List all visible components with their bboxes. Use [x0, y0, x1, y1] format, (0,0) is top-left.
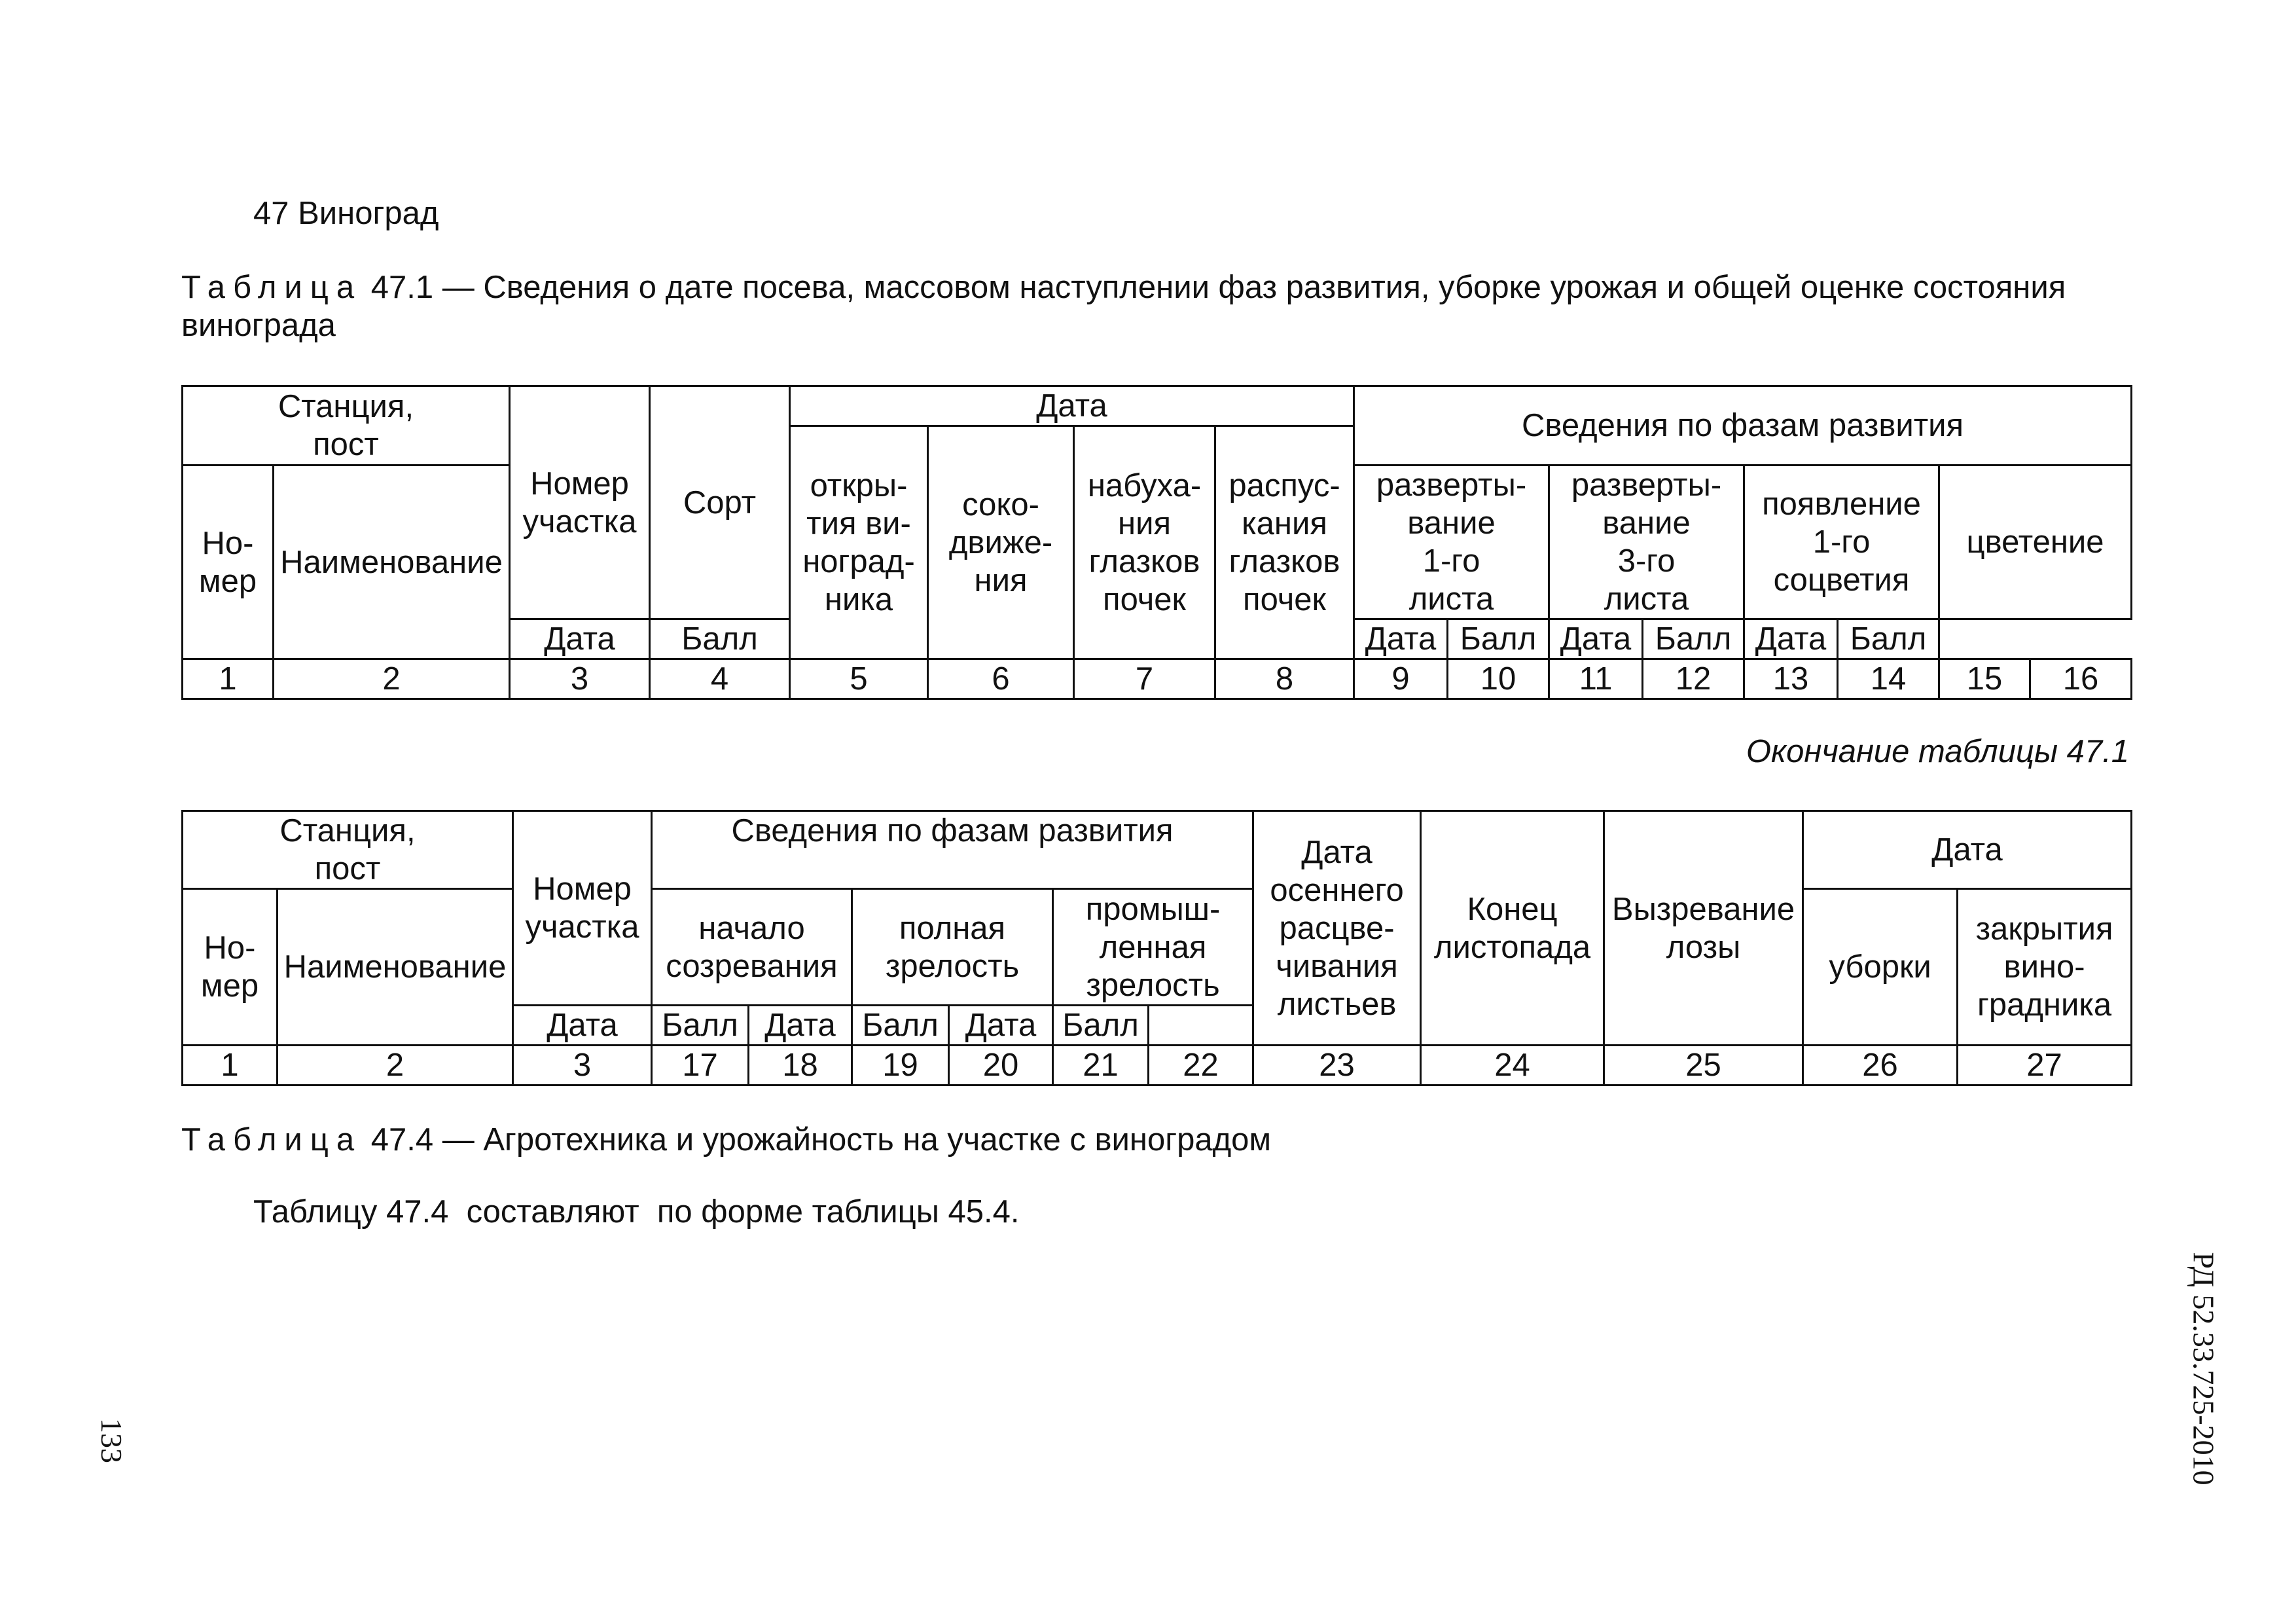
caption-text: 47.4 — Агротехника и урожайность на участке с виноградом [362, 1122, 1272, 1158]
column-number: 8 [1215, 659, 1354, 699]
page-number: 133 [94, 1417, 128, 1463]
header-plot-number: Номер участка [510, 386, 650, 619]
document-code: РД 52.33.725-2010 [2187, 1251, 2221, 1486]
subheader-date: Дата [513, 1006, 652, 1046]
header-name: Наименование [278, 889, 513, 1046]
header-autumn-coloring-date: Дата осеннего расцве- чивания листьев [1253, 811, 1421, 1046]
subheader-score: Балл [852, 1006, 949, 1046]
header-phases: Сведения по фазам развития [1354, 386, 2132, 465]
subheader-date: Дата [749, 1006, 852, 1046]
column-number: 5 [790, 659, 928, 699]
header-date-vineyard-closing: закрытия вино- градника [1958, 889, 2132, 1046]
subheader-score: Балл [652, 1006, 749, 1046]
column-number: 20 [949, 1046, 1053, 1085]
table-47-1-caption [181, 268, 2132, 344]
column-number: 9 [1354, 659, 1448, 699]
header-phase-first-leaf: разверты- вание 1-го листа [1354, 465, 1549, 619]
subheader-score: Балл [650, 619, 790, 659]
header-phase-industrial-ripeness: промыш- ленная зрелость [1053, 889, 1253, 1006]
column-number: 27 [1958, 1046, 2132, 1085]
column-number-row [183, 659, 2132, 699]
column-number: 10 [1448, 659, 1549, 699]
header-phases: Сведения по фазам развития [652, 811, 1253, 889]
header-number: Но- мер [183, 889, 278, 1046]
column-number: 13 [1744, 659, 1838, 699]
subheader-score: Балл [1643, 619, 1744, 659]
column-number: 21 [1053, 1046, 1149, 1085]
header-phase-first-inflorescence: появление 1-го соцветия [1744, 465, 1939, 619]
column-number: 12 [1643, 659, 1744, 699]
header-name: Наименование [274, 465, 510, 659]
header-phase-full-ripeness: полная зрелость [852, 889, 1053, 1006]
column-number: 17 [652, 1046, 749, 1085]
section-title: 47 Виноград [253, 196, 439, 231]
column-number: 18 [749, 1046, 852, 1085]
column-number: 24 [1421, 1046, 1604, 1085]
header-date: Дата [790, 386, 1354, 426]
column-number: 26 [1803, 1046, 1958, 1085]
column-number: 1 [183, 1046, 278, 1085]
header-plot-number: Номер участка [513, 811, 652, 1006]
column-number: 25 [1604, 1046, 1803, 1085]
column-number: 3 [510, 659, 650, 699]
caption-text: 47.1 — Сведения о дате посева, массовом наступлении фаз развития, уборке урожая и общей оценке состояния винограда [181, 270, 2066, 343]
column-number: 19 [852, 1046, 949, 1085]
subheader-score: Балл [1053, 1006, 1149, 1046]
table-47-1-continuation [181, 810, 2132, 1086]
header-phase-ripening-start: начало созревания [652, 889, 852, 1006]
column-number: 6 [928, 659, 1074, 699]
table-47-1 [181, 385, 2132, 700]
header-phase-third-leaf: разверты- вание 3-го листа [1549, 465, 1744, 619]
column-number: 2 [274, 659, 510, 699]
body-paragraph: Таблицу 47.4 составляют по форме таблицы 45.4. [253, 1194, 1020, 1230]
header-vine-ripening: Вызревание лозы [1604, 811, 1803, 1046]
continuation-label: Окончание таблицы 47.1 [1746, 734, 2129, 769]
header-date-vineyard-opening: откры- тия ви- ноград- ника [790, 426, 928, 659]
subheader-date: Дата [949, 1006, 1053, 1046]
column-number: 3 [513, 1046, 652, 1085]
column-number: 15 [1939, 659, 2030, 699]
header-date-bud-swelling: набуха- ния глазков почек [1074, 426, 1215, 659]
column-number-row [183, 1046, 2132, 1085]
header-date-sap-flow: соко- движе- ния [928, 426, 1074, 659]
header-variety: Сорт [650, 386, 790, 619]
subheader-date: Дата [1744, 619, 1838, 659]
subheader-date: Дата [510, 619, 650, 659]
table-47-4-caption [181, 1121, 2132, 1159]
column-number: 7 [1074, 659, 1215, 699]
subheader-score: Балл [1448, 619, 1549, 659]
header-number: Но- мер [183, 465, 274, 659]
header-station: Станция, пост [183, 386, 510, 465]
subheader-score: Балл [1838, 619, 1939, 659]
column-number: 16 [2030, 659, 2132, 699]
column-number: 22 [1149, 1046, 1253, 1085]
column-number: 2 [278, 1046, 513, 1085]
header-leaf-fall-end: Конец листопада [1421, 811, 1604, 1046]
header-date: Дата [1803, 811, 2132, 889]
column-number: 1 [183, 659, 274, 699]
caption-label: Таблица [181, 1122, 363, 1158]
caption-label: Таблица [181, 270, 363, 305]
header-station: Станция, пост [183, 811, 513, 889]
header-date-harvest: уборки [1803, 889, 1958, 1046]
header-phase-flowering: цветение [1939, 465, 2132, 619]
header-date-bud-break: распус- кания глазков почек [1215, 426, 1354, 659]
column-number: 4 [650, 659, 790, 699]
column-number: 14 [1838, 659, 1939, 699]
page-number-margin [92, 1401, 131, 1480]
subheader-date: Дата [1549, 619, 1643, 659]
subheader-date: Дата [1354, 619, 1448, 659]
document-code-margin [2184, 1231, 2223, 1506]
column-number: 11 [1549, 659, 1643, 699]
column-number: 23 [1253, 1046, 1421, 1085]
